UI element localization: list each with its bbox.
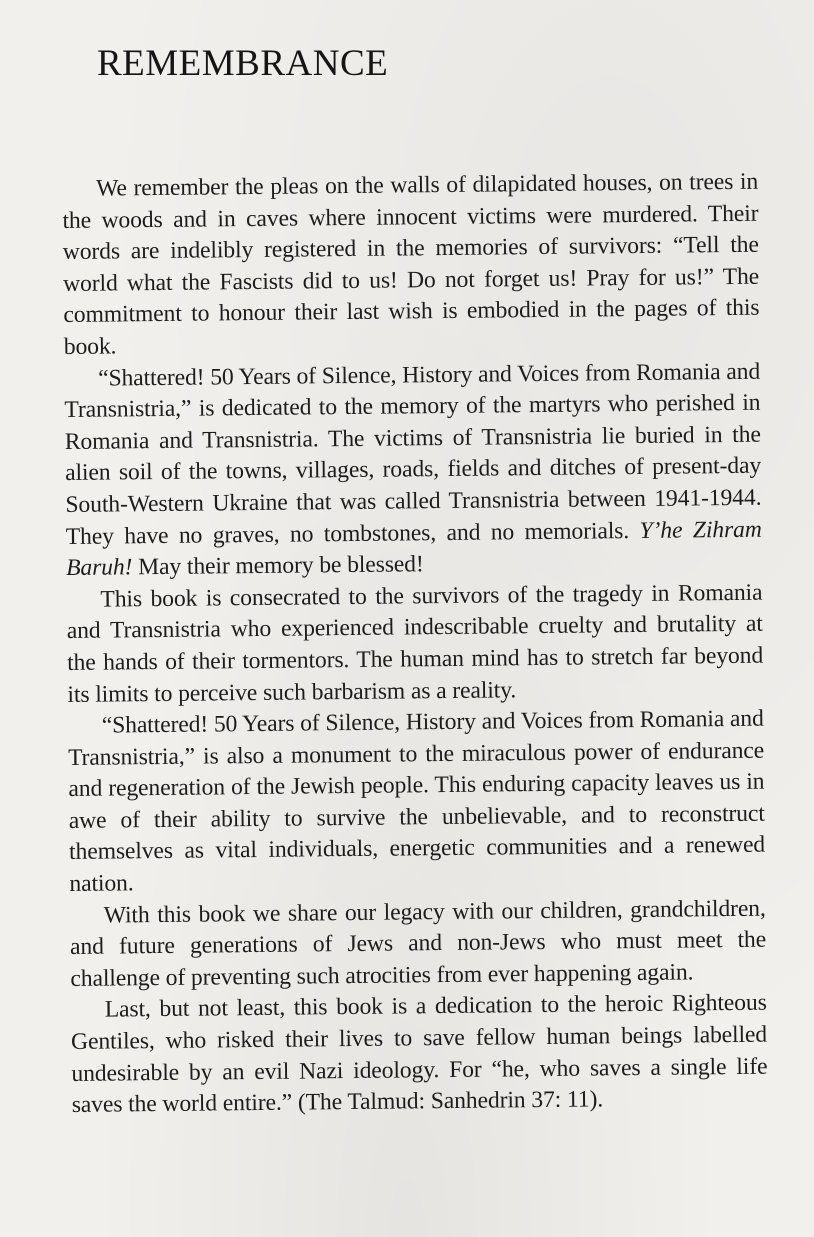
paragraph-2-hebrew-phrase: Y’he Zihram Baruh! [65, 516, 762, 582]
paragraph-2-text: “Shattered! 50 Years of Silence, History and Voices from Romania and Transnistria,” is dedicated to the memory of the martyrs who perished in Romania and Transnistria. The victims of Transnistria lie buried in the alien soil of the towns, villages, roads, fields and ditches of present-day South-Western Ukraine that was called Transnistria between 1941-1944. They have no graves, no tombstones, and no memorials. [64, 358, 762, 550]
page-title: REMEMBRANCE [97, 43, 389, 84]
paragraph-4: “Shattered! 50 Years of Silence, History and Voices from Romania and Transnistria,” is also a monument to the miraculous power of endurance and regeneration of the Jewish people. This enduring capacity leaves us in awe of their ability to survive the unbelievable, and to reconstruct themselves as vital individuals, energetic communities and a renewed nation. [67, 705, 766, 898]
paragraph-3: This book is consecrated to the survivors of the tragedy in Romania and Transnistria who experienced indescribable cruelty and brutality at the hands of their tormentors. The human mind has to stretch far beyond its limits to perceive such barbarism as a reality. [66, 579, 764, 708]
paragraph-6: Last, but not least, this book is a dedication to the heroic Righteous Gentiles, who risked their lives to save fellow human beings labelled undesirable by an evil Nazi ideology. For “he, who saves a single life saves the world entire.” (The Talmud: Sanhedrin 37: 11). [70, 990, 768, 1119]
paragraph-2 [64, 356, 762, 584]
paragraph-1: We remember the pleas on the walls of dilapidated houses, on trees in the woods and in caves where innocent victims were murdered. Their words are indelibly registered in the memories of survivors: “Tell the world what the Fascists did to us! Do not forget us! Pray for us!” The commitment to honour their last wish is embodied in the pages of this book. [62, 168, 760, 360]
paragraph-2-translation: May their memory be blessed! [138, 551, 424, 581]
body-text [62, 167, 768, 1122]
paragraph-5: With this book we share our legacy with our children, grandchildren, and future generations of Jews and non-Jews who must meet the challenge of preventing such atrocities from ever happening again. [69, 895, 767, 992]
